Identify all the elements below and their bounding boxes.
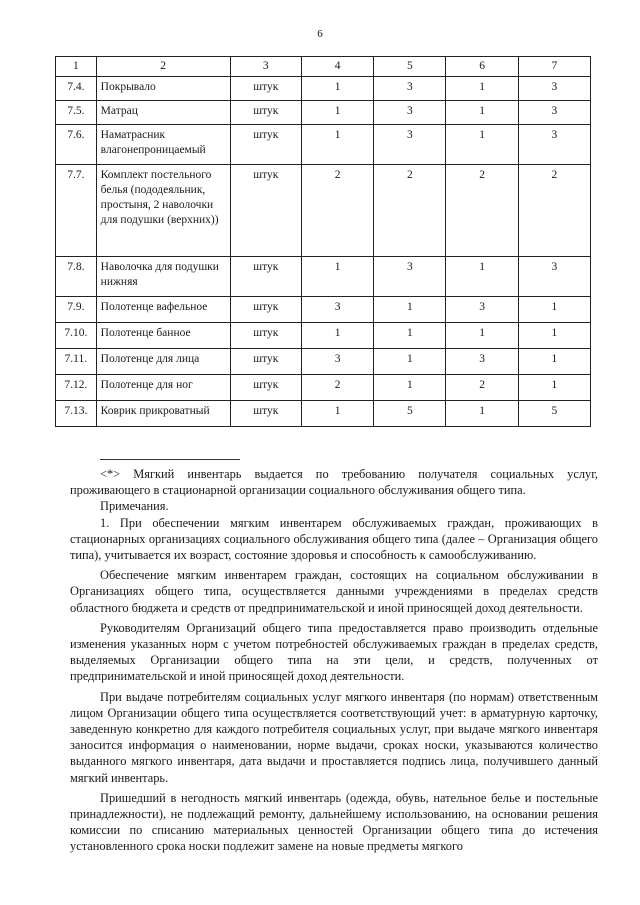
header-cell: 6	[446, 57, 518, 77]
value-cell: 3	[446, 349, 518, 375]
item-name: Полотенце вафельное	[96, 297, 230, 323]
page-number: 6	[317, 28, 323, 40]
unit-cell: штук	[230, 101, 301, 125]
table-row	[56, 165, 591, 257]
paragraph: При выдаче потребителям социальных услуг мягкого инвентаря (по нормам) ответственным лицом Организации общего типа осуществляется соответствующий учет: в арматурную карточку, заведенную конкретно для каждого потребителя социальных услуг, при выдаче мягкого инвентаря заносится информация о наименовании, норме выдачи, сроках носки, указываются количество выданного мягкого инвентаря, дата выдачи и проставляется подпись лица, получившего данный мягкий инвентарь.	[70, 689, 598, 785]
table-row	[56, 257, 591, 297]
row-number: 7.7.	[56, 165, 97, 257]
value-cell: 1	[518, 375, 590, 401]
item-name: Наволочка для подушки нижняя	[96, 257, 230, 297]
value-cell: 1	[446, 401, 518, 427]
header-cell: 3	[230, 57, 301, 77]
value-cell: 3	[301, 349, 373, 375]
value-cell: 1	[518, 349, 590, 375]
value-cell: 3	[374, 101, 446, 125]
header-cell: 7	[518, 57, 590, 77]
table-row	[56, 323, 591, 349]
row-number: 7.10.	[56, 323, 97, 349]
value-cell: 3	[518, 101, 590, 125]
table-row	[56, 349, 591, 375]
value-cell: 3	[374, 257, 446, 297]
value-cell: 2	[301, 375, 373, 401]
paragraph: Пришедший в негодность мягкий инвентарь (одежда, обувь, нательное белье и постельные принадлежности), не подлежащий ремонту, дальнейшему использованию, на основании решения комиссии по списанию материальных ценностей Организации общего типа до истечения установленного срока носки подлежит замене на новые предметы мягкого	[70, 790, 598, 854]
row-number: 7.11.	[56, 349, 97, 375]
item-name: Полотенце для ног	[96, 375, 230, 401]
value-cell: 2	[301, 165, 373, 257]
row-number: 7.12.	[56, 375, 97, 401]
value-cell: 3	[374, 77, 446, 101]
paragraph: Руководителям Организаций общего типа предоставляется право производить отдельные изменения указанных норм с учетом потребностей обслуживаемых граждан в пределах средств, выделяемых Организации общего типа на эти цели, и средств, полученных от предпринимательской и иной приносящей доход деятельности.	[70, 620, 598, 684]
item-name: Полотенце банное	[96, 323, 230, 349]
value-cell: 1	[301, 401, 373, 427]
unit-cell: штук	[230, 401, 301, 427]
value-cell: 1	[374, 297, 446, 323]
unit-cell: штук	[230, 257, 301, 297]
item-name: Наматрасник влагонепроницаемый	[96, 125, 230, 165]
header-cell: 5	[374, 57, 446, 77]
row-number: 7.6.	[56, 125, 97, 165]
row-number: 7.9.	[56, 297, 97, 323]
value-cell: 1	[374, 349, 446, 375]
table-row	[56, 101, 591, 125]
unit-cell: штук	[230, 125, 301, 165]
value-cell: 1	[518, 323, 590, 349]
notes-title: Примечания.	[100, 499, 169, 514]
header-cell: 4	[301, 57, 373, 77]
unit-cell: штук	[230, 349, 301, 375]
value-cell: 5	[518, 401, 590, 427]
value-cell: 2	[446, 375, 518, 401]
value-cell: 2	[446, 165, 518, 257]
header-cell: 2	[96, 57, 230, 77]
table-row	[56, 125, 591, 165]
value-cell: 3	[518, 77, 590, 101]
value-cell: 1	[301, 101, 373, 125]
value-cell: 1	[446, 101, 518, 125]
table-row	[56, 375, 591, 401]
value-cell: 3	[518, 125, 590, 165]
value-cell: 1	[301, 257, 373, 297]
notes-text	[70, 466, 598, 855]
value-cell: 1	[446, 257, 518, 297]
header-cell: 1	[56, 57, 97, 77]
item-name: Матрац	[96, 101, 230, 125]
item-name: Комплект постельного белья (пододеяльник, простыня, 2 наволочки для подушки (верхних))	[96, 165, 230, 257]
value-cell: 1	[374, 323, 446, 349]
table-row	[56, 297, 591, 323]
footnote-rule	[100, 459, 240, 460]
table-row	[56, 401, 591, 427]
value-cell: 1	[446, 323, 518, 349]
value-cell: 2	[518, 165, 590, 257]
unit-cell: штук	[230, 297, 301, 323]
value-cell: 1	[518, 297, 590, 323]
unit-cell: штук	[230, 77, 301, 101]
table-header-row	[56, 57, 591, 77]
item-name: Полотенце для лица	[96, 349, 230, 375]
value-cell: 2	[374, 165, 446, 257]
value-cell: 3	[518, 257, 590, 297]
value-cell: 3	[446, 297, 518, 323]
paragraph: Обеспечение мягким инвентарем граждан, состоящих на социальном обслуживании в Организациях общего типа, осуществляется данными учреждениями в пределах средств областного бюджета и средств от предпринимательской и иной приносящей доход деятельности.	[70, 568, 598, 615]
table-row	[56, 77, 591, 101]
unit-cell: штук	[230, 165, 301, 257]
item-name: Коврик прикроватный	[96, 401, 230, 427]
paragraph: 1. При обеспечении мягким инвентарем обслуживаемых граждан, проживающих в стационарных организациях социального обслуживания общего типа (далее – Организация общего типа), учитывается их возраст, состояние здоровья и способность к самообслуживанию.	[70, 515, 598, 563]
row-number: 7.13.	[56, 401, 97, 427]
value-cell: 1	[446, 77, 518, 101]
unit-cell: штук	[230, 323, 301, 349]
row-number: 7.4.	[56, 77, 97, 101]
inventory-table	[55, 56, 591, 427]
value-cell: 1	[446, 125, 518, 165]
value-cell: 1	[374, 375, 446, 401]
value-cell: 1	[301, 125, 373, 165]
value-cell: 1	[301, 323, 373, 349]
value-cell: 5	[374, 401, 446, 427]
value-cell: 3	[374, 125, 446, 165]
item-name: Покрывало	[96, 77, 230, 101]
value-cell: 3	[301, 297, 373, 323]
unit-cell: штук	[230, 375, 301, 401]
value-cell: 1	[301, 77, 373, 101]
row-number: 7.5.	[56, 101, 97, 125]
row-number: 7.8.	[56, 257, 97, 297]
footnote: <*> Мягкий инвентарь выдается по требованию получателя социальных услуг, проживающего в стационарной организации социального обслуживания общего типа.	[70, 467, 598, 498]
